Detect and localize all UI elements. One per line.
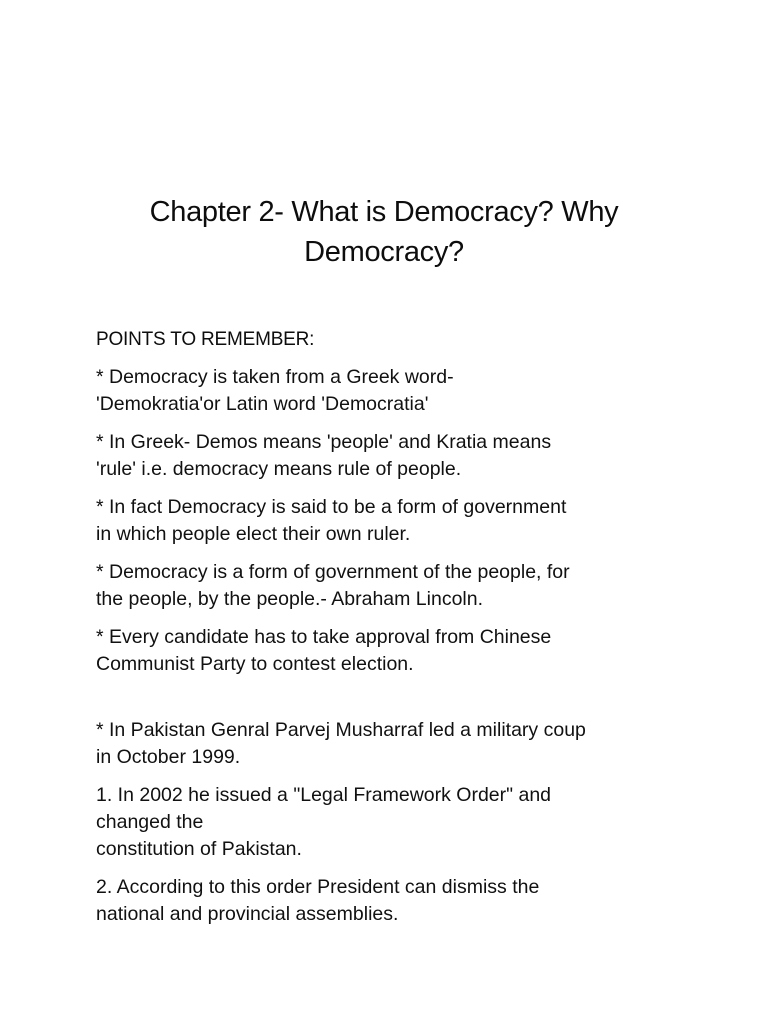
text-line: 2. According to this order President can dismiss the — [96, 876, 540, 898]
document-body — [96, 326, 686, 939]
text-line: 'rule' i.e. democracy means rule of people. — [96, 458, 462, 480]
chapter-title — [80, 192, 688, 272]
point-lincoln-definition — [96, 559, 686, 613]
text-line: Communist Party to contest election. — [96, 653, 414, 675]
text-line: * Democracy is taken from a Greek word- — [96, 366, 454, 388]
text-line: the people, by the people.- Abraham Lincoln. — [96, 588, 484, 610]
text-line: 'Demokratia'or Latin word 'Democratia' — [96, 393, 429, 415]
point-president-dismiss — [96, 874, 686, 928]
chapter-title-line-2: Democracy? — [304, 236, 464, 268]
text-line: * In fact Democracy is said to be a form of government — [96, 496, 567, 518]
section-heading: POINTS TO REMEMBER: — [96, 329, 315, 350]
text-line: * In Pakistan Genral Parvej Musharraf led a military coup — [96, 719, 586, 741]
chapter-title-line-1: Chapter 2- What is Democracy? Why — [149, 196, 619, 228]
text-line: in October 1999. — [96, 746, 241, 768]
point-democracy-origin — [96, 364, 686, 418]
text-line: * In Greek- Demos means 'people' and Kratia means — [96, 431, 552, 453]
text-line: national and provincial assemblies. — [96, 903, 399, 925]
text-line: constitution of Pakistan. — [96, 838, 302, 860]
point-form-of-government — [96, 494, 686, 548]
point-china-election — [96, 624, 686, 678]
point-pakistan-coup — [96, 717, 686, 771]
text-line: in which people elect their own ruler. — [96, 523, 411, 545]
text-line: * Every candidate has to take approval from Chinese — [96, 626, 552, 648]
point-greek-meaning — [96, 429, 686, 483]
text-line: 1. In 2002 he issued a "Legal Framework Order" and — [96, 784, 552, 806]
text-line: changed the — [96, 811, 204, 833]
point-legal-framework-order — [96, 782, 686, 863]
text-line: * Democracy is a form of government of the people, for — [96, 561, 570, 583]
section-gap — [96, 689, 686, 717]
